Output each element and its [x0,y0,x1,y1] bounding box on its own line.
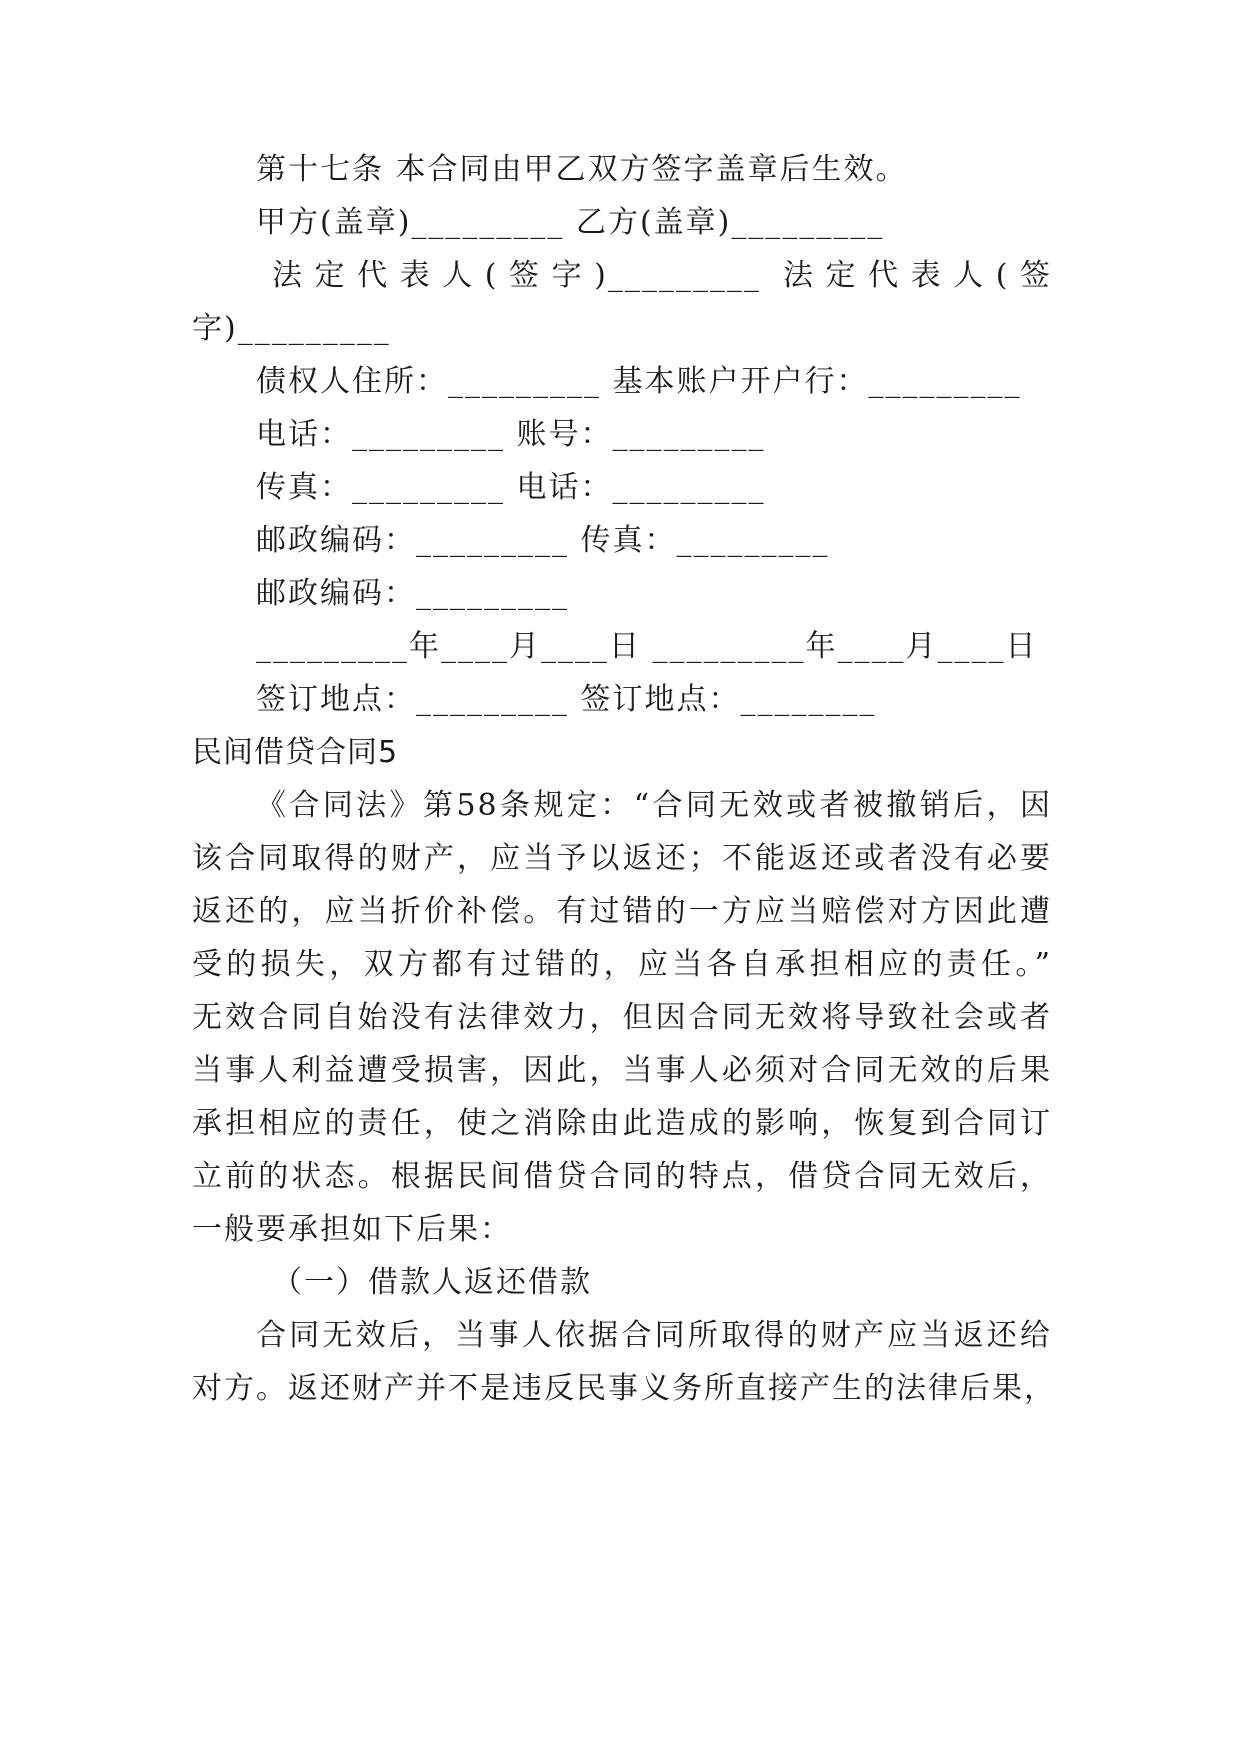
paragraph-line: 《合同法》第58条规定：“合同无效或者被撤销后，因 [256,788,1052,823]
paragraph-line: 一般要承担如下后果： [192,1212,512,1247]
paragraph-line: 受的损失，双方都有过错的，应当各自承担相应的责任。” [192,947,1052,982]
article-17: 第十七条 本合同由甲乙双方签字盖章后生效。 [256,152,908,187]
fax-phone-line: 传真：_________ 电话：_________ [256,470,766,505]
creditor-address-line: 债权人住所：_________ 基本账户开户行：_________ [256,364,1022,399]
legal-rep-line-cont: 字)_________ [192,311,391,346]
signing-place-line: 签订地点：_________ 签订地点：________ [256,682,877,717]
date-line: _________年____月____日 _________年____月____日 [256,629,1038,664]
postcode-fax-line: 邮政编码：_________ 传真：_________ [256,523,830,558]
subheading: （一）借款人返还借款 [272,1265,592,1300]
legal-rep-line: 法定代表人(签字)_________ 法定代表人(签 [272,258,1052,293]
paragraph-line: 立前的状态。根据民间借贷合同的特点，借贷合同无效后， [192,1159,1052,1194]
paragraph-line: 返还的，应当折价补偿。有过错的一方应当赔偿对方因此遭 [192,894,1052,929]
phone-account-line: 电话：_________ 账号：_________ [256,417,766,452]
paragraph-line: 无效合同自始没有法律效力，但因合同无效将导致社会或者 [192,1000,1052,1035]
postcode-line: 邮政编码：_________ [256,576,569,611]
paragraph-line: 对方。返还财产并不是违反民事义务所直接产生的法律后果， [192,1371,1056,1406]
paragraph-line: 合同无效后，当事人依据合同所取得的财产应当返还给 [256,1318,1052,1353]
seal-line: 甲方(盖章)_________ 乙方(盖章)_________ [256,205,885,240]
paragraph-line: 该合同取得的财产，应当予以返还；不能返还或者没有必要 [192,841,1052,876]
paragraph-line: 承担相应的责任，使之消除由此造成的影响，恢复到合同订 [192,1106,1052,1141]
section-heading: 民间借贷合同5 [192,735,399,770]
paragraph-line: 当事人利益遭受损害，因此，当事人必须对合同无效的后果 [192,1053,1052,1088]
